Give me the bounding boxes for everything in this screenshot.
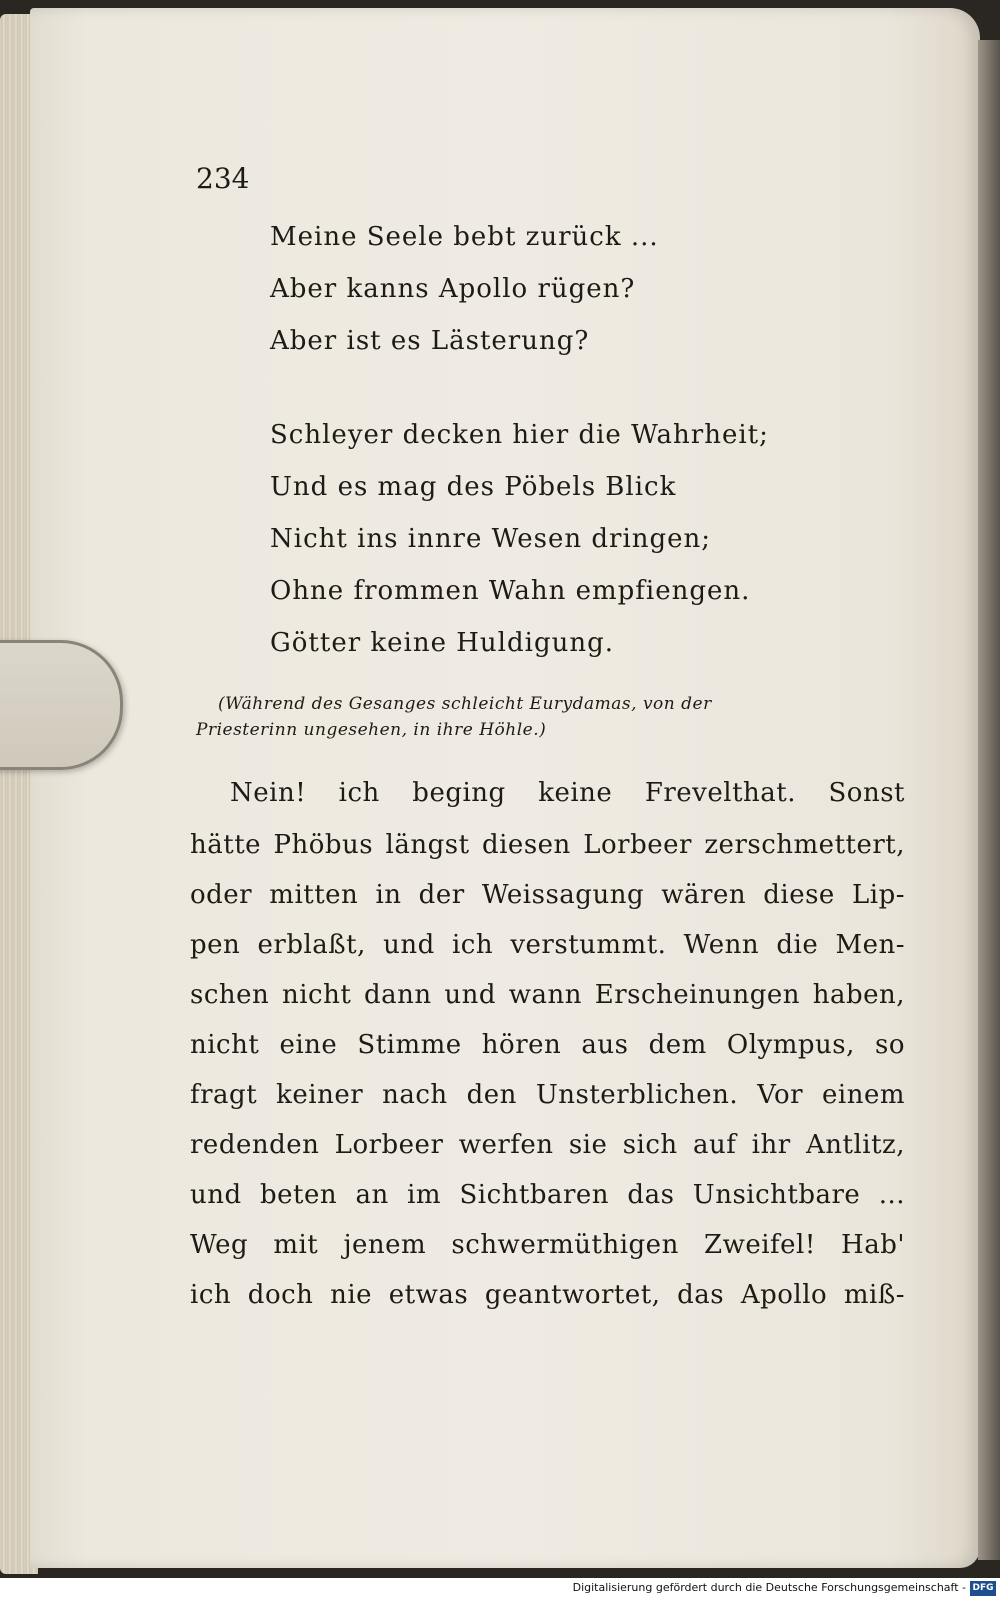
verse-line: Götter keine Huldigung. bbox=[270, 628, 614, 658]
prose-line: und beten an im Sichtbaren das Unsichtbare ... bbox=[190, 1180, 905, 1210]
prose-line: redenden Lorbeer werfen sie sich auf ihr Antlitz, bbox=[190, 1130, 905, 1160]
page-number: 234 bbox=[196, 162, 250, 195]
verse-line: Schleyer decken hier die Wahrheit; bbox=[270, 420, 769, 450]
prose-line: ich doch nie etwas geantwortet, das Apollo miß- bbox=[190, 1280, 905, 1310]
funding-credit: Digitalisierung gefördert durch die Deutsche Forschungsgemeinschaft - bbox=[572, 1581, 966, 1594]
prose-line: oder mitten in der Weissagung wären diese Lip- bbox=[190, 880, 905, 910]
book-spine-shadow bbox=[978, 40, 1000, 1560]
prose-line: schen nicht dann und wann Erscheinungen haben, bbox=[190, 980, 905, 1010]
footer-bar bbox=[0, 1578, 1000, 1600]
verse-line: Meine Seele bebt zurück ... bbox=[270, 222, 659, 252]
page-clip bbox=[0, 640, 123, 770]
prose-line: nicht eine Stimme hören aus dem Olympus, so bbox=[190, 1030, 905, 1060]
prose-line: fragt keiner nach den Unsterblichen. Vor einem bbox=[190, 1080, 905, 1110]
verse-line: Ohne frommen Wahn empfiengen. bbox=[270, 576, 751, 606]
prose-line: Weg mit jenem schwermüthigen Zweifel! Hab' bbox=[190, 1230, 905, 1260]
stage-direction: (Während des Gesanges schleicht Eurydamas, von der bbox=[218, 694, 712, 714]
verse-line: Nicht ins innre Wesen dringen; bbox=[270, 524, 712, 554]
prose-line: pen erblaßt, und ich verstummt. Wenn die Men- bbox=[190, 930, 905, 960]
stage-direction: Priesterinn ungesehen, in ihre Höhle.) bbox=[196, 720, 547, 740]
verse-line: Und es mag des Pöbels Blick bbox=[270, 472, 677, 502]
verse-line: Aber ist es Lästerung? bbox=[270, 326, 590, 356]
prose-line: Nein! ich beging keine Frevelthat. Sonst bbox=[230, 778, 905, 808]
prose-line: hätte Phöbus längst diesen Lorbeer zerschmettert, bbox=[190, 830, 905, 860]
verse-line: Aber kanns Apollo rügen? bbox=[270, 274, 636, 304]
dfg-logo: DFG bbox=[970, 1581, 996, 1596]
